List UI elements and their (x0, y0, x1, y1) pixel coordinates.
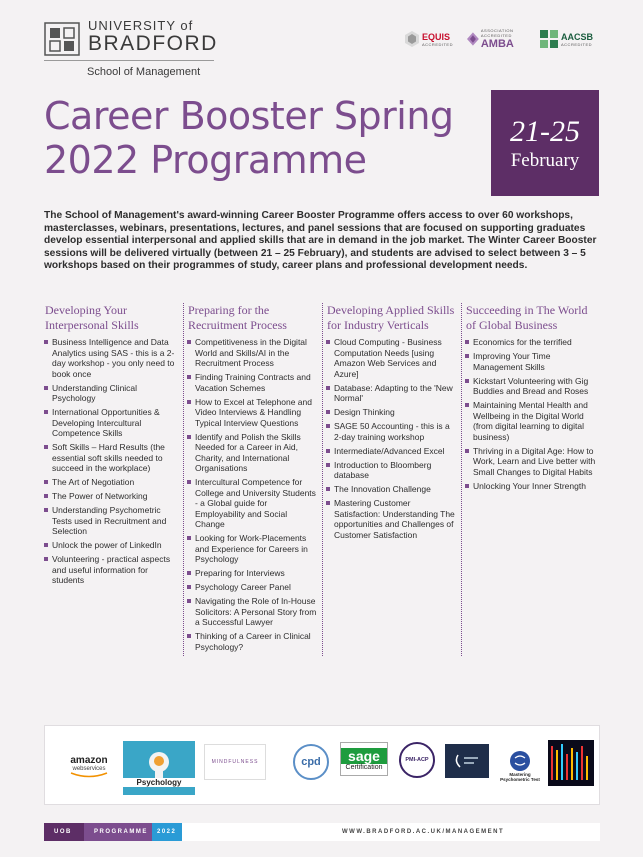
workshop-item: Improving Your Time Management Skills (465, 351, 596, 372)
workshop-item: Understanding Clinical Psychology (44, 383, 179, 404)
amazon-web-services-logo (59, 746, 119, 786)
date-badge (491, 90, 599, 196)
workshop-item: International Opportunities & Developing Intercultural Competence Skills (44, 407, 179, 439)
mindfulness-label: MINDFULNESS (211, 759, 259, 765)
workshop-item: Unlocking Your Inner Strength (465, 481, 596, 492)
column-heading: Developing Applied Skills for Industry Verticals (326, 303, 455, 332)
university-wordmark (88, 18, 228, 55)
column-heading: Developing Your Interpersonal Skills (45, 303, 139, 332)
footer-bar (44, 823, 600, 841)
workshop-item: Navigating the Role of In-House Solicitors: A Personal Story from a Successful Lawyer (187, 596, 318, 628)
workshop-item: How to Excel at Telephone and Video Interviews & Handling Typical Interview Questions (187, 397, 318, 429)
workshop-item: Preparing for Interviews (187, 568, 318, 579)
equis-sub: ACCREDITED (421, 41, 453, 47)
sas-logo (445, 744, 489, 778)
workshop-item: The Power of Networking (44, 491, 179, 502)
cpd-logo (293, 744, 329, 780)
equis-label: EQUIS (421, 31, 450, 42)
header-divider (44, 60, 214, 61)
date-month: February (510, 150, 580, 171)
workshop-item: The Innovation Challenge (326, 484, 457, 495)
head-profile-icon (144, 750, 174, 778)
workshop-columns (44, 303, 600, 656)
column-applied-skills (322, 303, 461, 656)
footer-url: WWW.BRADFORD.AC.UK/MANAGEMENT (342, 829, 505, 835)
footer-uob: UOB (44, 823, 84, 841)
psychometric-label: Mastering Psychometric Test (500, 771, 540, 782)
data-screen-icon (548, 740, 594, 786)
workshop-list (465, 337, 596, 491)
title-line1: Career Booster Spring (44, 94, 454, 138)
amba-label: AMBA (480, 38, 514, 50)
sage-sub: Certification (345, 763, 383, 771)
column-global-business (461, 303, 600, 656)
mindfulness-logo (204, 744, 266, 780)
school-name: School of Management (87, 66, 201, 78)
workshop-item: Unlock the power of LinkedIn (44, 540, 179, 551)
bloomberg-terminal-logo (548, 740, 594, 786)
university-name-line1: UNIVERSITY of (88, 18, 194, 33)
workshop-item: Introduction to Bloomberg database (326, 460, 457, 481)
workshop-item: SAGE 50 Accounting - this is a 2-day training workshop (326, 421, 457, 442)
intro-paragraph: The School of Management's award-winning Career Booster Programme offers access to over 60 workshops, masterclasses, webinars, presentations, lectures, and panel sessions that are focused on supporting graduates develop essential interpersonal and applied skills that are in demand in the job market. The Winter Career Booster sessions will be delivered virtually (between 21 – 25 February), and students are advised to select between 3 – 5 workshops based on their programmes of study, career plans and professional development needs. (44, 210, 597, 272)
date-range: 21-25 (510, 115, 580, 148)
workshop-item: Thriving in a Digital Age: How to Work, Learn and Live better with Small Changes to Digital Habits (465, 446, 596, 478)
amazon-smile-icon (69, 772, 109, 778)
brain-icon (507, 750, 533, 772)
workshop-item: Intercultural Competence for College and University Students - a Global guide for Employability and Social Change (187, 477, 318, 530)
workshop-item: Looking for Work-Placements and Experience for Careers in Psychology (187, 533, 318, 565)
university-name-line2: BRADFORD (88, 32, 218, 55)
psychometric-test-logo (497, 740, 543, 792)
partner-logo-strip (44, 725, 600, 805)
workshop-list (44, 337, 179, 586)
workshop-item: Business Intelligence and Data Analytics using SAS - this is a 2-day workshop - you only need to book once (44, 337, 179, 379)
footer-year: 2022 (152, 823, 182, 841)
sage-label: sage (341, 748, 387, 764)
workshop-item: Psychology Career Panel (187, 582, 318, 593)
workshop-item: The Art of Negotiation (44, 477, 179, 488)
amba-mark-icon (467, 30, 479, 48)
workshop-item: Thinking of a Career in Clinical Psychology? (187, 631, 318, 652)
workshop-item: Cloud Computing - Business Computation Needs [using Amazon Web Services and Azure] (326, 337, 457, 379)
sage-certification-logo (340, 742, 388, 776)
workshop-list (187, 337, 318, 652)
amba-sub: ASSOCIATION ACCREDITED (480, 28, 514, 38)
workshop-item: Maintaining Mental Health and Wellbeing in the Digital World (from digital learning to digital business) (465, 400, 596, 442)
aacsb-label: AACSB (561, 31, 594, 42)
workshop-item: Soft Skills – Hard Results (the essential soft skills needed to succeed in the workplace) (44, 442, 179, 474)
equis-logo (405, 24, 453, 54)
workshop-item: Kickstart Volunteering with Gig Buddies and Bread and Roses (465, 376, 596, 397)
amba-logo (467, 24, 529, 54)
footer-programme: PROGRAMME (84, 823, 152, 841)
column-heading: Preparing for the Recruitment Process (187, 303, 287, 332)
pmi-acp-logo (399, 742, 435, 778)
cpd-label: cpd (301, 756, 321, 768)
aacsb-logo (540, 24, 602, 54)
workshop-item: Economics for the terrified (465, 337, 596, 348)
sas-mark-icon (452, 751, 482, 771)
workshop-item: Intermediate/Advanced Excel (326, 446, 457, 457)
workshop-item: Mastering Customer Satisfaction: Understanding The opportunities and Challenges of Customer Satisfaction (326, 498, 457, 540)
workshop-list (326, 337, 457, 540)
page-title (44, 94, 474, 182)
title-line2: 2022 Programme (44, 138, 367, 182)
column-recruitment-process (183, 303, 322, 656)
workshop-item: Finding Training Contracts and Vacation Schemes (187, 372, 318, 393)
workshop-item: Design Thinking (326, 407, 457, 418)
university-crest-icon (44, 22, 80, 56)
workshop-item: Volunteering - practical aspects and useful information for students (44, 554, 179, 586)
workshop-item: Database: Adapting to the 'New Normal' (326, 383, 457, 404)
amazon-sub: webservices (72, 765, 106, 772)
equis-mark-icon (405, 31, 419, 47)
aacsb-sub: ACCREDITED (561, 41, 593, 47)
amazon-label: amazon (70, 754, 108, 766)
header (0, 0, 643, 88)
aacsb-mark-icon (540, 30, 558, 48)
psychology-logo (123, 741, 195, 795)
column-heading: Succeeding in The World of Global Business (465, 303, 588, 332)
workshop-item: Identify and Polish the Skills Needed for a Career in Aid, Charity, and International Organisations (187, 432, 318, 474)
pmi-acp-label: PMI-ACP (405, 757, 429, 763)
workshop-item: Understanding Psychometric Tests used in Recruitment and Selection (44, 505, 179, 537)
psychology-label: Psychology (123, 778, 195, 787)
column-interpersonal-skills (44, 303, 183, 656)
workshop-item: Competitiveness in the Digital World and Skills/AI in the Recruitment Process (187, 337, 318, 369)
